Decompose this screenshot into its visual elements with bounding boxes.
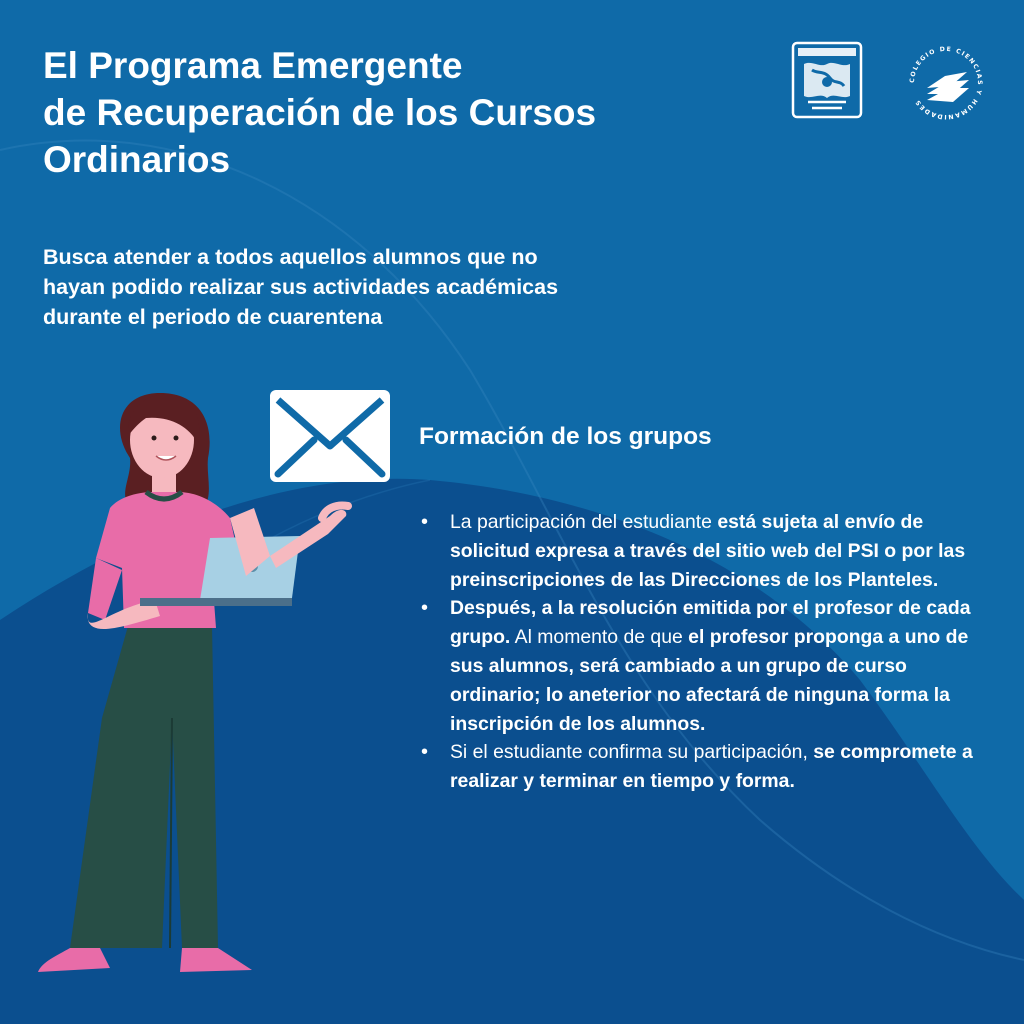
bullet-text-regular: Si el estudiante confirma su participación, (450, 741, 814, 764)
woman-illustration (30, 388, 360, 988)
subtitle-line: hayan podido realizar sus actividades académicas (43, 275, 559, 299)
bullet-text-bold: está sujeta al envío de solicitud expresa a través del sitio web del PSI o por las preinscripciones de las Direcciones de los Planteles. (450, 511, 966, 591)
bullet-text-regular: La participación del estudiante (450, 511, 718, 533)
subtitle-line: durante el periodo de cuarentena (43, 305, 383, 329)
page-title (43, 42, 683, 183)
title-line: Ordinarios (43, 139, 231, 180)
section-title: Formación de los grupos (419, 423, 712, 450)
bullet-text-bold: Después, a la resolución emitida por el profesor de cada grupo. (450, 597, 971, 649)
list-item (421, 594, 981, 738)
cch-logo (905, 42, 987, 124)
page-subtitle (43, 242, 643, 332)
bullet-text-bold: el profesor proponga a uno de sus alumnos, será cambiado a un grupo de curso ordinario; lo aneterior no afectará de ninguna forma la inscripción de los alumnos. (450, 626, 969, 735)
cch-ring-text: COLEGIO DE CIENCIAS Y HUMANIDADES (908, 45, 984, 121)
list-item (421, 738, 981, 796)
bullet-text-bold: se compromete a realizar y terminar en tiempo y forma. (450, 741, 973, 793)
bullet-list (421, 508, 981, 796)
title-line: El Programa Emergente (43, 45, 463, 86)
unam-seal-logo (790, 40, 864, 120)
list-item (421, 508, 981, 594)
title-line: de Recuperación de los Cursos (43, 92, 597, 133)
subtitle-line: Busca atender a todos aquellos alumnos que no (43, 245, 538, 269)
bullet-text-regular: Al momento de que (510, 626, 689, 649)
